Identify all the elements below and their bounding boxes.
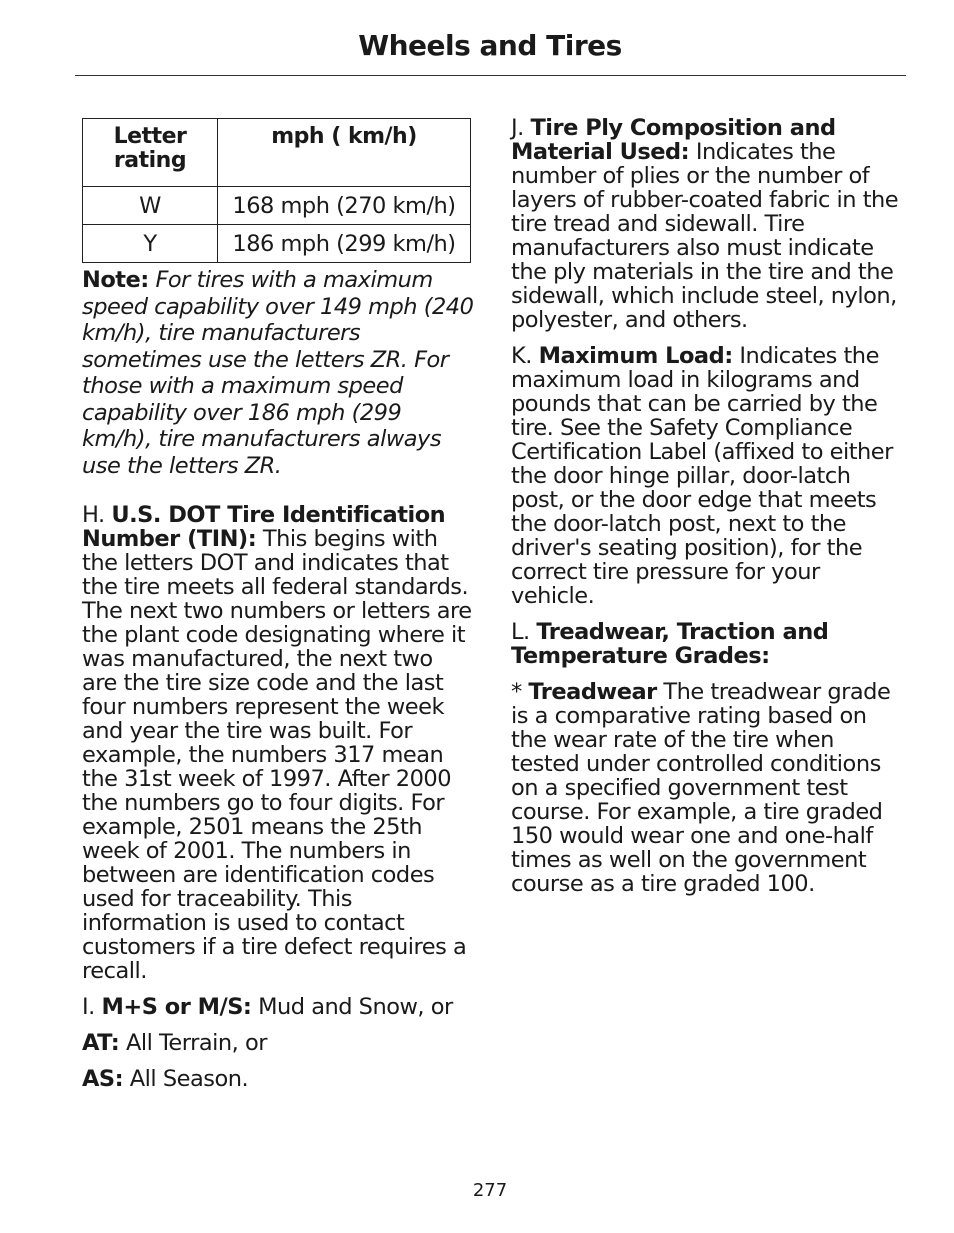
section-k-prefix: K. [511,343,532,369]
page-number: 277 [472,1180,508,1201]
left-column [82,118,474,1103]
speed-cell: 186 mph (299 km/h) [218,225,471,263]
speed-note [82,267,474,479]
section-k-text: Indicates the maximum load in kilograms and pounds that can be carried by the tire. See the Safety Compliance Certification Label (affixed to either the door hinge pillar, door-latch post, or the door edge that meets the door-latch post, next to the driver's seating position), for the correct tire pressure for your vehicle. [511,343,893,609]
letter-cell: W [83,187,218,225]
section-i-heading: M+S or M/S: [101,994,252,1020]
letter-rating-header: Letter rating [83,119,218,187]
speed-header: mph ( km/h) [218,119,471,187]
treadwear-paragraph [511,680,906,896]
section-as [82,1067,474,1091]
note-label: Note: [82,267,149,293]
table-row [83,187,471,225]
table-row [83,225,471,263]
section-j-heading: Tire Ply Composition and Material Used: [511,115,836,165]
page-title: Wheels and Tires [358,29,622,62]
section-at [82,1031,474,1055]
speed-rating-table [82,118,471,263]
treadwear-text: The treadwear grade is a comparative rating based on the wear rate of the tire when tested under controlled conditions on a specified government test course. For example, a tire graded 150 would wear one and one-half times as well on the government course as a tire graded 100. [511,679,891,897]
section-h-heading: U.S. DOT Tire Identification Number (TIN): [82,502,446,552]
section-l [511,620,906,668]
section-j-text: Indicates the number of plies or the number of layers of rubber-coated fabric in the tire tread and sidewall. Tire manufacturers also must indicate the ply materials in the tire and the sidewall, which include steel, nylon, polyester, and others. [511,139,899,333]
section-h [82,503,474,983]
table-header-row [83,119,471,187]
section-h-text: This begins with the letters DOT and indicates that the tire meets all federal standards. The next two numbers or letters are the plant code designating where it was manufactured, the next two are the tire size code and the last four numbers represent the week and year the tire was built. For example, the numbers 317 mean the 31st week of 1997. After 2000 the numbers go to four digits. For example, 2501 means the 25th week of 2001. The numbers in between are identification codes used for traceability. This information is used to contact customers if a tire defect requires a recall. [82,526,472,984]
section-k-heading: Maximum Load: [538,343,733,369]
header-divider [75,75,906,76]
treadwear-prefix: * [511,679,522,705]
section-as-heading: AS: [82,1066,124,1092]
section-k [511,344,906,608]
section-as-text: All Season. [129,1066,249,1092]
section-i-text: Mud and Snow, or [258,994,453,1020]
section-i-prefix: I. [82,994,95,1020]
section-j-prefix: J. [511,115,524,141]
section-i [82,995,474,1019]
section-l-prefix: L. [511,619,530,645]
section-at-heading: AT: [82,1030,120,1056]
right-column [511,116,906,908]
section-l-heading: Treadwear, Traction and Temperature Grades: [511,619,829,669]
letter-cell: Y [83,225,218,263]
speed-cell: 168 mph (270 km/h) [218,187,471,225]
section-at-text: All Terrain, or [125,1030,267,1056]
treadwear-heading: Treadwear [528,679,657,705]
note-text: For tires with a maximum speed capability over 149 mph (240 km/h), tire manufacturers sometimes use the letters ZR. For those with a maximum speed capability over 186 mph (299 km/h), tire manufacturers always use the letters ZR. [82,267,474,479]
section-h-prefix: H. [82,502,105,528]
section-j [511,116,906,332]
